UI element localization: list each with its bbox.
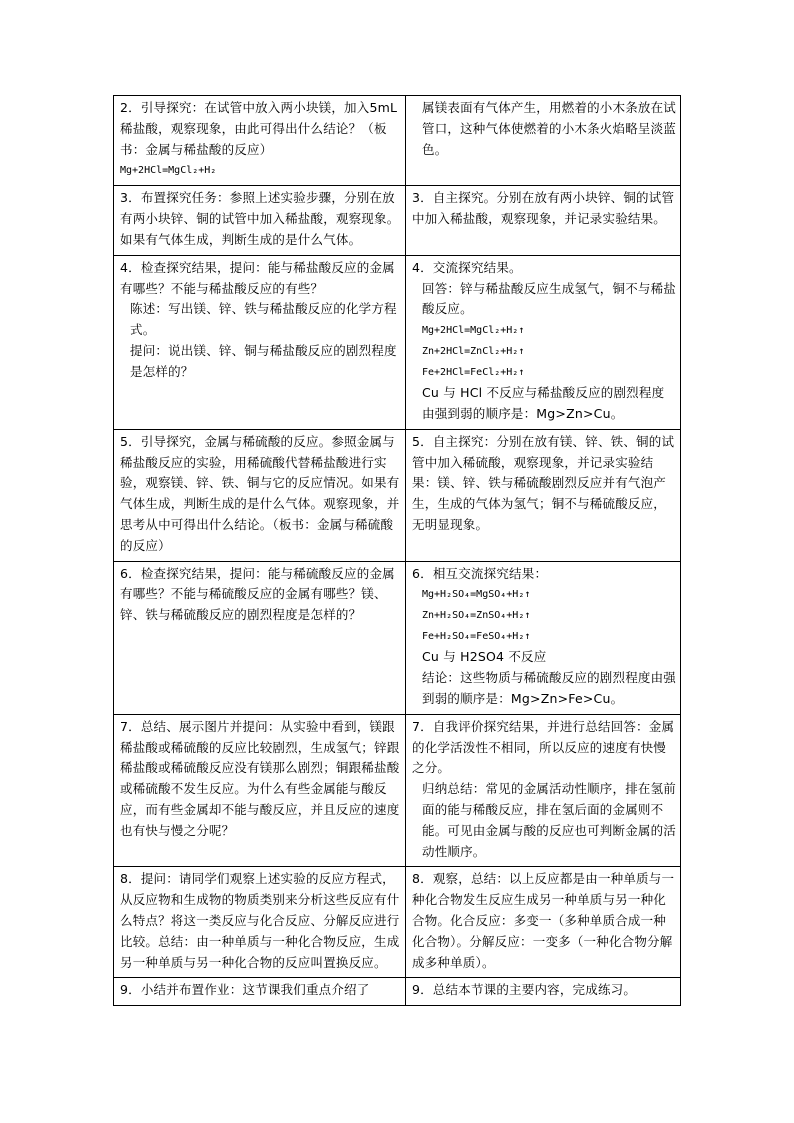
cell-paragraph: 9．总结本节课的主要内容，完成练习。 <box>412 982 637 998</box>
table-cell-left <box>114 96 406 186</box>
cell-paragraph: 7．总结、展示图片并提问：从实验中看到，镁跟稀盐酸或稀硫酸的反应比较剧烈，生成氢气；锌跟稀盐酸或稀硫酸反应没有镁那么剧烈；铜跟稀盐酸或稀硫酸不发生反应。为什么有些金属能与酸反应，而有些金属却不能与酸反应，并且反应的速度也有快与慢之分呢？ <box>120 718 400 838</box>
cell-paragraph: 陈述：写出镁、锌、铁与稀盐酸反应的化学方程式。 <box>130 301 397 338</box>
table-cell-left <box>114 255 406 429</box>
chemical-equation: Mg+2HCl=MgCl₂+H₂↑ <box>422 325 525 337</box>
table-cell-left <box>114 561 406 714</box>
table-cell-right <box>406 186 681 255</box>
cell-paragraph: 属镁表面有气体产生，用燃着的小木条放在试管口，这种气体使燃着的小木条火焰略呈淡蓝色。 <box>422 100 677 157</box>
table-cell-right <box>406 867 681 978</box>
table-cell-left <box>114 978 406 1006</box>
cell-paragraph: 9．小结并布置作业：这节课我们重点介绍了 <box>120 982 370 998</box>
table-cell-left <box>114 867 406 978</box>
table-cell-left <box>114 429 406 561</box>
cell-paragraph: 5．引导探究，金属与稀硫酸的反应。参照金属与稀盐酸反应的实验，用稀硫酸代替稀盐酸进行实验，观察镁、锌、铁、铜与它的反应情况。如果有气体生成，判断生成的是什么气体。观察现象，并思考从中可得出什么结论。（板书：金属与稀硫酸的反应） <box>120 433 400 553</box>
cell-paragraph: 提问：说出镁、锌、铜与稀盐酸反应的剧烈程度是怎样的？ <box>130 342 397 379</box>
table-row <box>114 978 681 1006</box>
cell-paragraph: 8．观察，总结：以上反应都是由一种单质与一种化合物发生反应生成另一种单质与另一种化合物。化合反应：多变一（多种单质合成一种化合物）。分解反应：一变多（一种化合物分解成多种单质）。 <box>412 871 675 970</box>
table-row <box>114 255 681 429</box>
table-row <box>114 96 681 186</box>
chemical-equation: Fe+2HCl=FeCl₂+H₂↑ <box>422 367 525 379</box>
cell-paragraph: 8．提问：请同学们观察上述实验的反应方程式，从反应物和生成物的物质类别来分析这些反应有什么特点？将这一类反应与化合反应、分解反应进行比较。总结：由一种单质与一种化合物反应，生成另一种单质与另一种化合物的反应叫置换反应。 <box>120 871 400 970</box>
table-cell-right <box>406 96 681 186</box>
cell-paragraph: 3．自主探究。分别在放有两小块锌、铜的试管中加入稀盐酸，观察现象，并记录实验结果。 <box>412 190 675 227</box>
lesson-plan-table <box>113 95 681 1006</box>
chemical-equation: Fe+H₂SO₄=FeSO₄+H₂↑ <box>422 631 531 643</box>
cell-paragraph: 3．布置探究任务：参照上述实验步骤，分别在放有两小块锌、铜的试管中加入稀盐酸，观察现象。如果有气体生成，判断生成的是什么气体。 <box>120 190 400 247</box>
table-cell-left <box>114 714 406 867</box>
chemical-equation: Zn+H₂SO₄=ZnSO₄+H₂↑ <box>422 610 531 622</box>
cell-paragraph: 回答：锌与稀盐酸反应生成氢气，铜不与稀盐酸反应。 <box>422 280 677 317</box>
table-cell-right <box>406 255 681 429</box>
cell-paragraph: Cu 与 HCl 不反应与稀盐酸反应的剧烈程度由强到弱的顺序是：Mg>Zn>Cu。 <box>422 385 665 421</box>
chemical-equation: Zn+2HCl=ZnCl₂+H₂↑ <box>422 346 525 358</box>
table-cell-right <box>406 714 681 867</box>
table-cell-right <box>406 429 681 561</box>
table-row <box>114 186 681 255</box>
cell-paragraph: 6．检查探究结果，提问：能与稀硫酸反应的金属有哪些？不能与稀硫酸反应的金属有哪些？镁、锌、铁与稀硫酸反应的剧烈程度是怎样的？ <box>120 565 395 623</box>
cell-paragraph: 4．交流探究结果。 <box>412 259 522 275</box>
table-cell-left <box>114 186 406 255</box>
cell-paragraph: Cu 与 H2SO4 不反应 <box>422 649 547 665</box>
table-cell-right <box>406 978 681 1006</box>
table-row <box>114 867 681 978</box>
cell-paragraph: 归纳总结：常见的金属活动性顺序，排在氢前面的能与稀酸反应，排在氢后面的金属则不能。可见由金属与酸的反应也可判断金属的活动性顺序。 <box>422 781 677 859</box>
cell-paragraph: 结论：这些物质与稀硫酸反应的剧烈程度由强到弱的顺序是：Mg>Zn>Fe>Cu。 <box>422 670 677 706</box>
cell-paragraph: 5．自主探究：分别在放有镁、锌、铁、铜的试管中加入稀硫酸，观察现象，并记录实验结果：镁、锌、铁与稀硫酸剧烈反应并有气泡产生，生成的气体为氢气；铜不与稀硫酸反应，无明显现象。 <box>412 433 675 532</box>
table-row <box>114 714 681 867</box>
cell-paragraph: 4．检查探究结果，提问：能与稀盐酸反应的金属有哪些？不能与稀盐酸反应的有些？ <box>120 259 395 296</box>
lesson-plan-body <box>114 96 681 1006</box>
table-cell-right <box>406 561 681 714</box>
chemical-equation: Mg+2HCl=MgCl₂+H₂ <box>120 165 217 177</box>
cell-paragraph: 7．自我评价探究结果，并进行总结回答：金属的化学活泼性不相同，所以反应的速度有快慢之分。 <box>412 718 675 776</box>
table-row <box>114 561 681 714</box>
table-row <box>114 429 681 561</box>
chemical-equation: Mg+H₂SO₄=MgSO₄+H₂↑ <box>422 589 531 601</box>
cell-paragraph: 6．相互交流探究结果： <box>412 565 548 581</box>
cell-paragraph: 2．引导探究：在试管中放入两小块镁，加入5mL 稀盐酸，观察现象，由此可得出什么结论？（板书：金属与稀盐酸的反应） <box>120 100 398 157</box>
